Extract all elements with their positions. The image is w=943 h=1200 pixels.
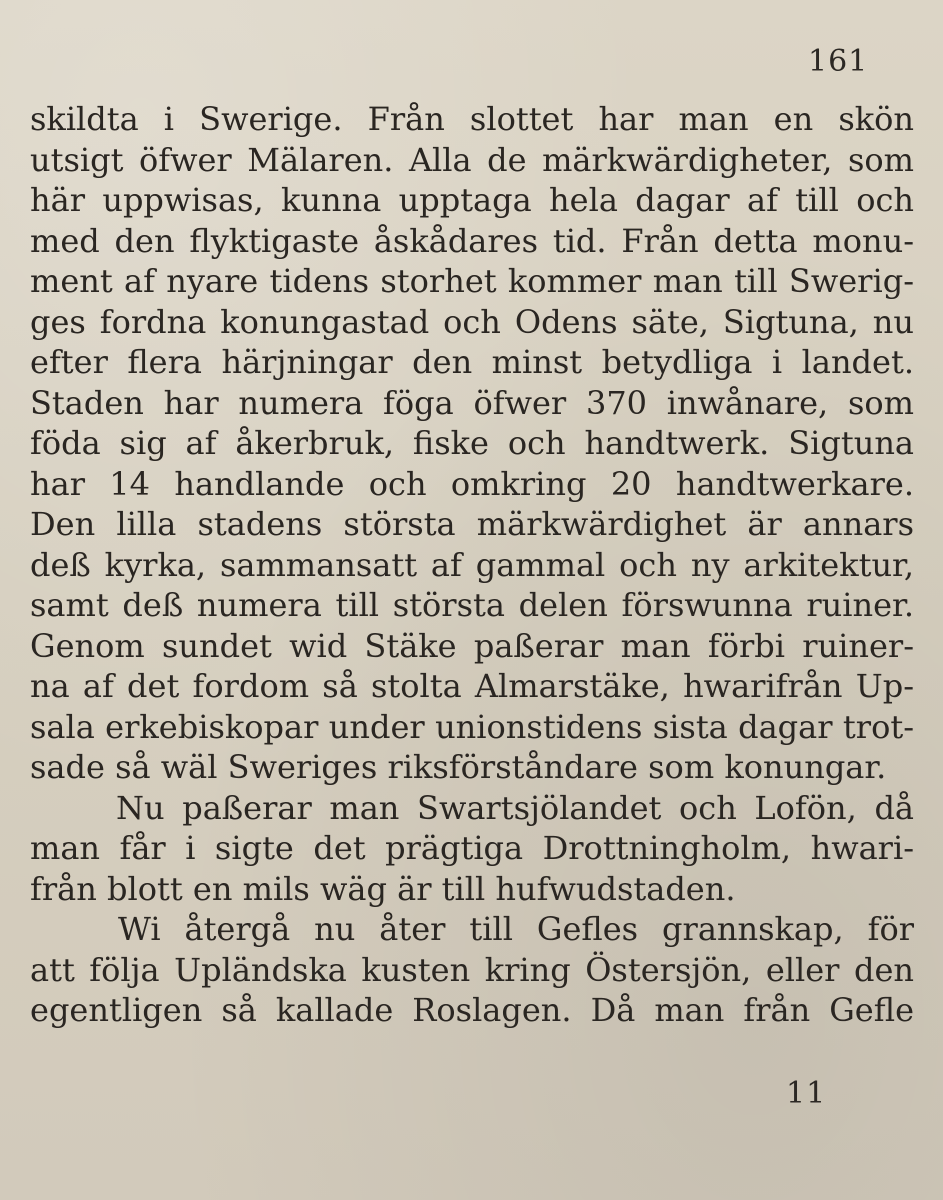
text-line: Staden har numera föga öfwer 370 inwånare, som: [30, 383, 914, 422]
text-line: Genom sundet wid Stäke paßerar man förbi ruiner-: [30, 626, 914, 665]
page-number: 161: [808, 44, 869, 79]
text-line: skildta i Swerige. Från slottet har man en skön: [30, 100, 914, 138]
text-line: här uppwisas, kunna upptaga hela dagar af till och: [30, 181, 914, 219]
body-text: [30, 99, 914, 1031]
text-line: sade så wäl Sweriges riksförståndare som konungar.: [30, 748, 887, 786]
text-line: man får i sigte det prägtiga Drottningholm, hwari-: [30, 829, 914, 867]
text-line: sala erkebiskopar under unionstidens sista dagar trot-: [30, 707, 914, 746]
text-line: har 14 handlande och omkring 20 handtwerkare.: [30, 464, 914, 503]
text-line: samt deß numera till största delen förswunna ruiner.: [30, 586, 914, 624]
text-line: föda sig af åkerbruk, fiske och handtwerk. Sigtuna: [30, 424, 914, 462]
text-line: ment af nyare tidens storhet kommer man till Swerig-: [30, 262, 914, 300]
signature-mark: 11: [786, 1076, 827, 1111]
text-line: Nu paßerar man Swartsjölandet och Lofön, då: [116, 788, 914, 827]
text-line: att följa Upländska kusten kring Östersjön, eller den: [30, 950, 914, 989]
text-line: utsigt öfwer Mälaren. Alla de märkwärdigheter, som: [30, 140, 914, 179]
text-line: ges fordna konungastad och Odens säte, Sigtuna, nu: [30, 302, 914, 341]
text-line: efter flera härjningar den minst betydliga i landet.: [30, 343, 914, 381]
text-line: deß kyrka, sammansatt af gammal och ny arkitektur,: [30, 545, 914, 584]
text-line: från blott en mils wäg är till hufwudstaden.: [30, 869, 736, 908]
text-line: egentligen så kallade Roslagen. Då man från Gefle: [30, 991, 914, 1029]
text-line: Den lilla stadens största märkwärdighet är annars: [30, 505, 914, 543]
text-line: na af det fordom så stolta Almarstäke, hwarifrån Up-: [30, 667, 914, 705]
text-line: med den flyktigaste åskådares tid. Från detta monu-: [30, 221, 914, 260]
text-line: Wi återgå nu åter till Gefles grannskap, för: [118, 910, 914, 948]
